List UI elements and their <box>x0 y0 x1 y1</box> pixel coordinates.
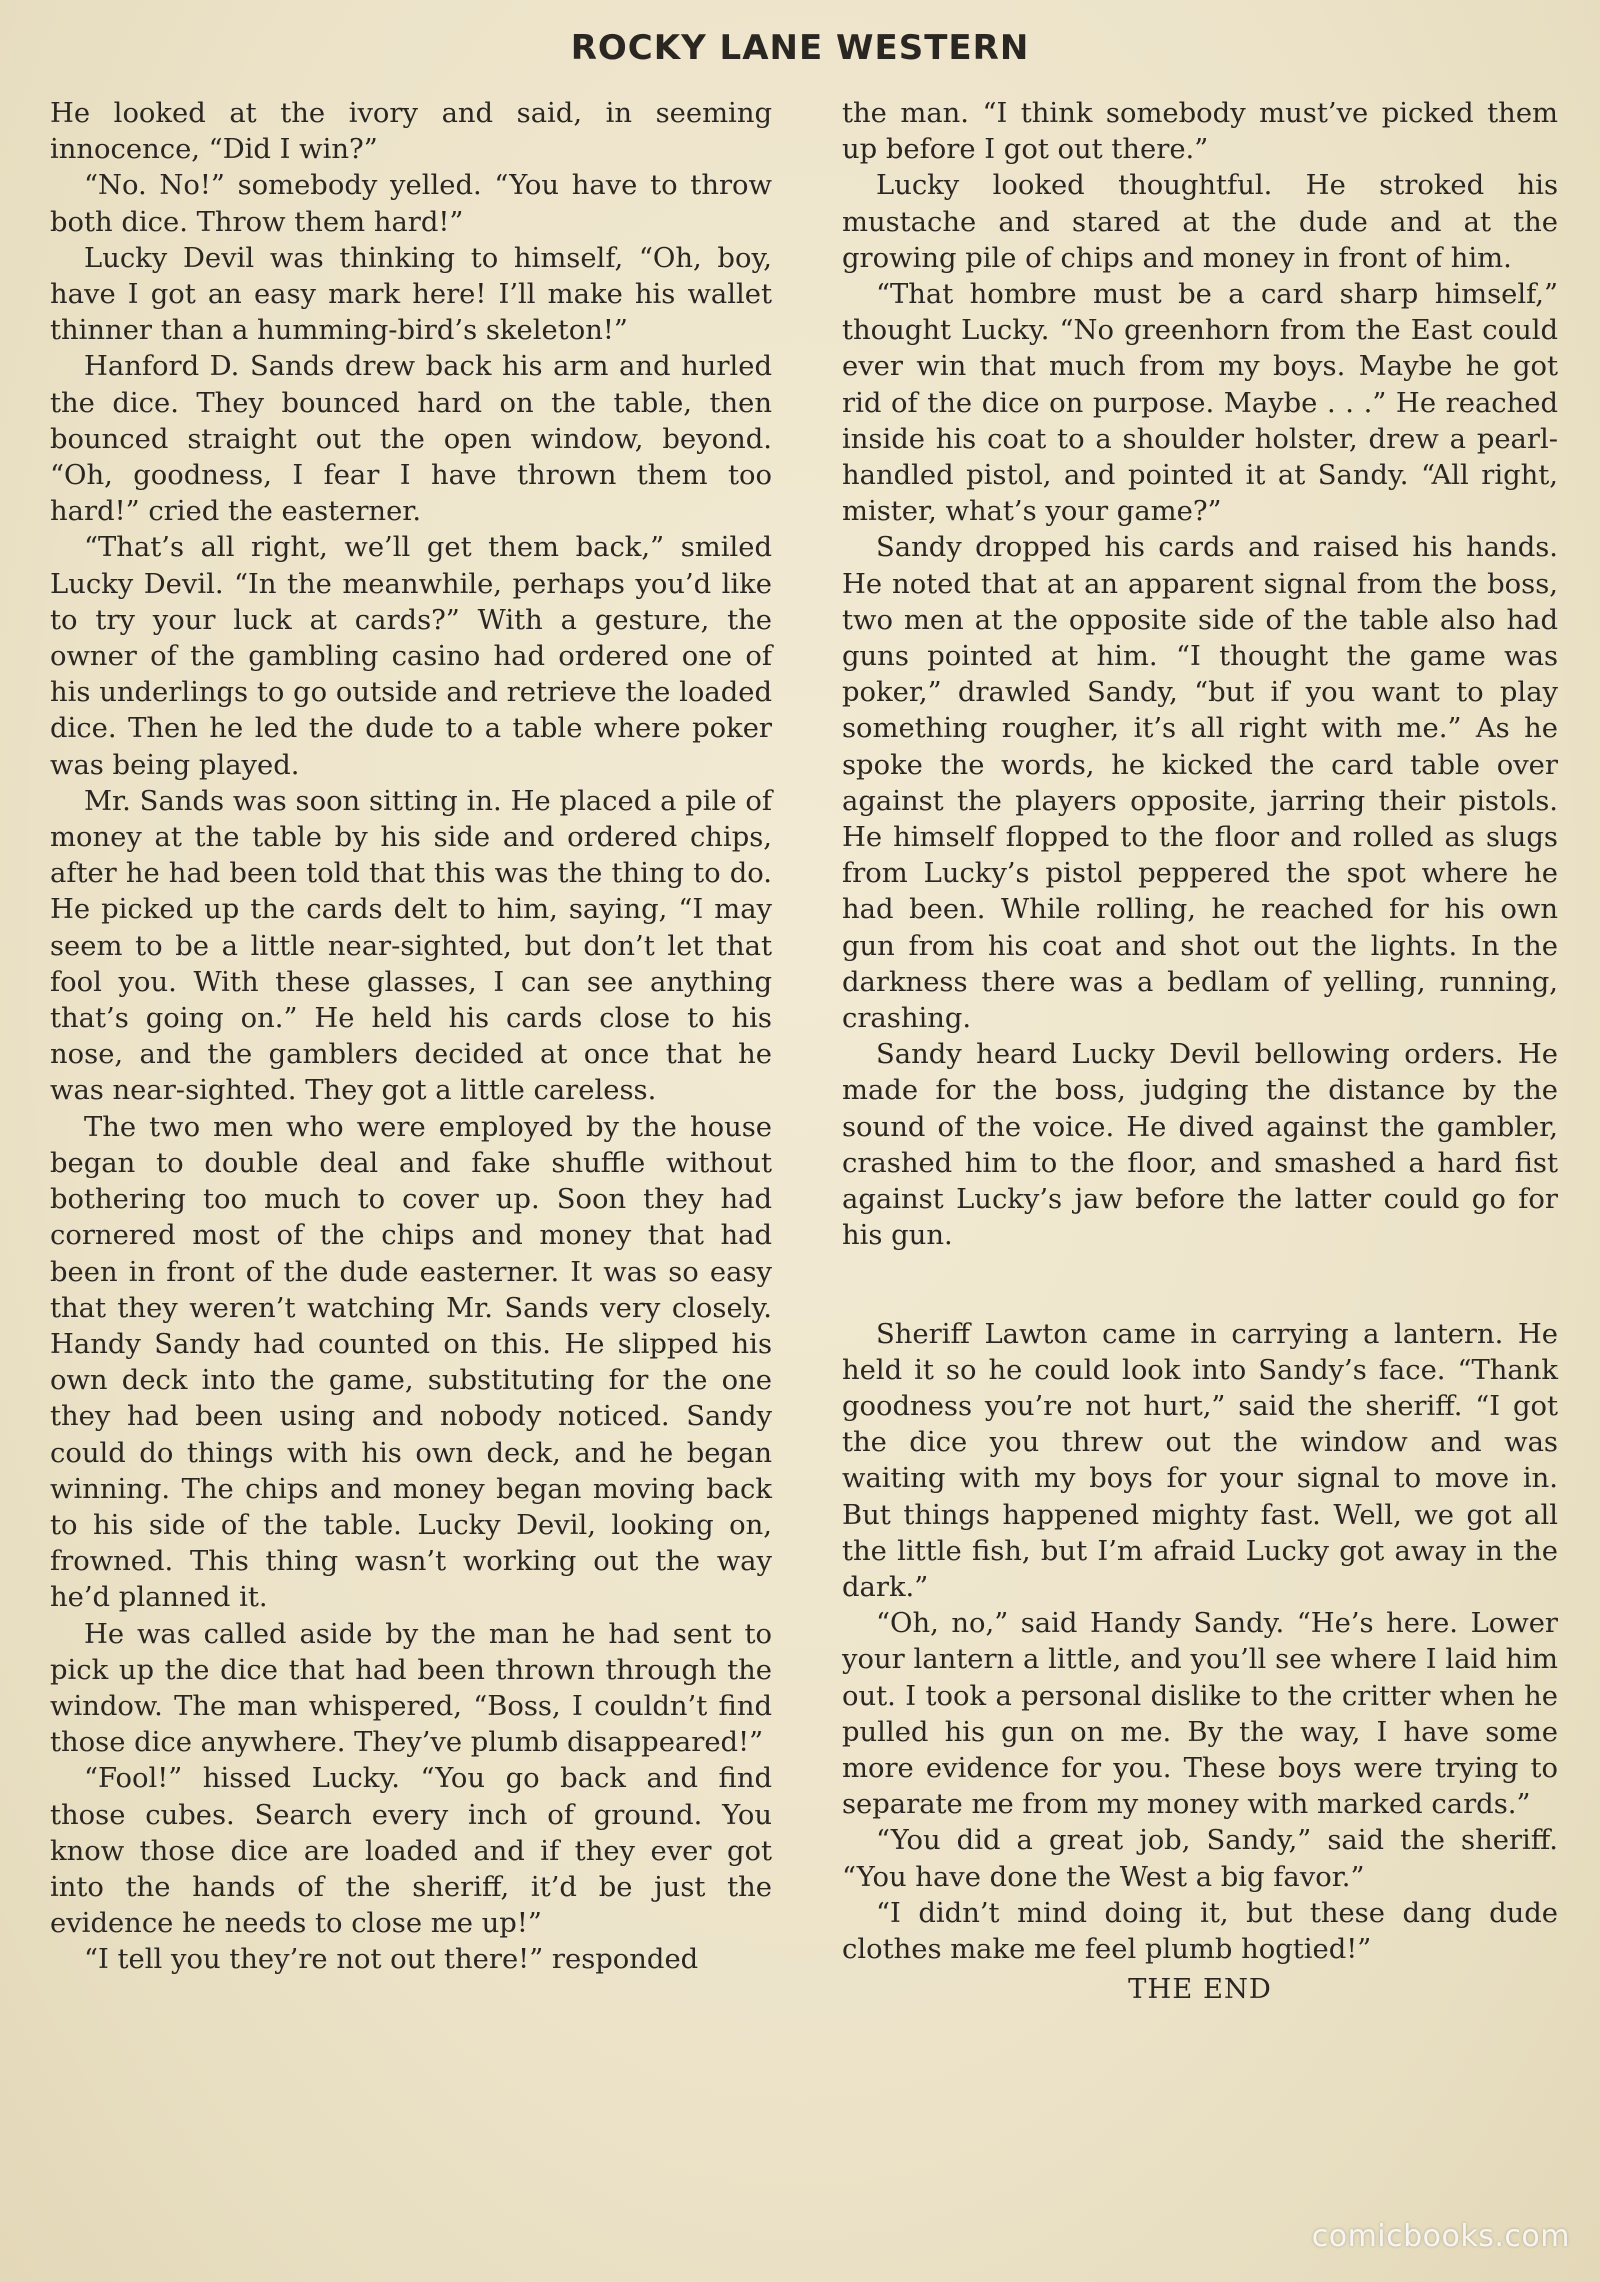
paragraph: “Fool!” hissed Lucky. “You go back and find those cubes. Search every inch of ground. You know those dice are loaded and if they ever got into the hands of the sheriff, it’d be just the evidence he needs to close me up!” <box>50 1763 772 1940</box>
section-break <box>842 1255 1558 1317</box>
paragraph: “That’s all right, we’ll get them back,” smiled Lucky Devil. “In the meanwhile, perhaps you’d like to try your luck at cards?” With a gesture, the owner of the gambling casino had ordered one of his underlings to go outside and retrieve the loaded dice. Then he led the dude to a table where poker was being played. <box>50 532 772 781</box>
paragraph: “You did a great job, Sandy,” said the sheriff. “You have done the West a big favor.” <box>842 1825 1558 1893</box>
left-column <box>50 96 772 1979</box>
paragraph: Sheriff Lawton came in carrying a lantern. He held it so he could look into Sandy’s face. “Thank goodness you’re not hurt,” said the sheriff. “I got the dice you threw out the window and was waiting with my boys for your signal to move in. But things happened mighty fast. Well, we got all the little fish, but I’m afraid Lucky got away in the dark.” <box>842 1318 1558 1603</box>
paragraph: the man. “I think somebody must’ve picked them up before I got out there.” <box>842 98 1558 166</box>
paragraph: “I tell you they’re not out there!” responded <box>84 1944 699 1976</box>
paragraph: “Oh, no,” said Handy Sandy. “He’s here. Lower your lantern a little, and you’ll see where I laid him out. I took a personal dislike to the critter when he pulled his gun on me. By the way, I have some more evidence for you. These boys were trying to separate me from my money with marked cards.” <box>842 1608 1558 1821</box>
paragraph: Lucky looked thoughtful. He stroked his mustache and stared at the dude and at the growing pile of chips and money in front of him. <box>842 170 1558 274</box>
paragraph: The two men who were employed by the house began to double deal and fake shuffle without bothering too much to cover up. Soon they had cornered most of the chips and money that had been in front of the dude easterner. It was so easy that they weren’t watching Mr. Sands very closely. Handy Sandy had counted on this. He slipped his own deck into the game, substituting for the one they had been using and nobody noticed. Sandy could do things with his own deck, and he began winning. The chips and money began moving back to his side of the table. Lucky Devil, looking on, frowned. This thing wasn’t working out the way he’d planned it. <box>50 1111 772 1614</box>
paragraph: Sandy heard Lucky Devil bellowing orders. He made for the boss, judging the distance by the sound of the voice. He dived against the gambler, crashed him to the floor, and smashed a hard fist against Lucky’s jaw before the latter could go for his gun. <box>842 1039 1558 1252</box>
paragraph: He was called aside by the man he had sent to pick up the dice that had been thrown through the window. The man whispered, “Boss, I couldn’t find those dice anywhere. They’ve plumb disappeared!” <box>50 1618 772 1759</box>
paragraph: He looked at the ivory and said, in seeming innocence, “Did I win?” <box>50 98 772 166</box>
paragraph: Lucky Devil was thinking to himself, “Oh, boy, have I got an easy mark here! I’ll make his wallet thinner than a humming-bird’s skeleton!” <box>50 242 772 347</box>
paragraph: “No. No!” somebody yelled. “You have to throw both dice. Throw them hard!” <box>50 170 772 238</box>
page-header-title: ROCKY LANE WESTERN <box>570 28 1030 68</box>
right-column <box>842 96 1558 2008</box>
paragraph: “That hombre must be a card sharp himself,” thought Lucky. “No greenhorn from the East could ever win that much from my boys. Maybe he got rid of the dice on purpose. Maybe . . .” He reached inside his coat to a shoulder holster, drew a pearl-handled pistol, and pointed it at Sandy. “All right, mister, what’s your game?” <box>842 279 1558 528</box>
the-end-label: THE END <box>1128 1974 1272 2006</box>
paragraph: Sandy dropped his cards and raised his hands. He noted that at an apparent signal from the boss, two men at the opposite side of the table also had guns pointed at him. “I thought the game was poker,” drawled Sandy, “but if you want to play something rougher, it’s all right with me.” As he spoke the words, he kicked the card table over against the players opposite, jarring their pistols. He himself flopped to the floor and rolled as slugs from Lucky’s pistol peppered the spot where he had been. While rolling, he reached for his own gun from his coat and shot out the lights. In the darkness there was a bedlam of yelling, running, crashing. <box>842 532 1558 1035</box>
watermark: comicbooks.com <box>1311 2219 1570 2254</box>
paragraph: “I didn’t mind doing it, but these dang dude clothes make me feel plumb hogtied!” <box>842 1897 1558 1965</box>
paragraph: Hanford D. Sands drew back his arm and hurled the dice. They bounced hard on the table, then bounced straight out the open window, beyond. “Oh, goodness, I fear I have thrown them too hard!” cried the easterner. <box>50 351 772 528</box>
paragraph: Mr. Sands was soon sitting in. He placed a pile of money at the table by his side and ordered chips, after he had been told that this was the thing to do. He picked up the cards delt to him, saying, “I may seem to be a little near-sighted, but don’t let that fool you. With these glasses, I can see anything that’s going on.” He held his cards close to his nose, and the gamblers decided at once that he was near-sighted. They got a little careless. <box>50 785 772 1107</box>
